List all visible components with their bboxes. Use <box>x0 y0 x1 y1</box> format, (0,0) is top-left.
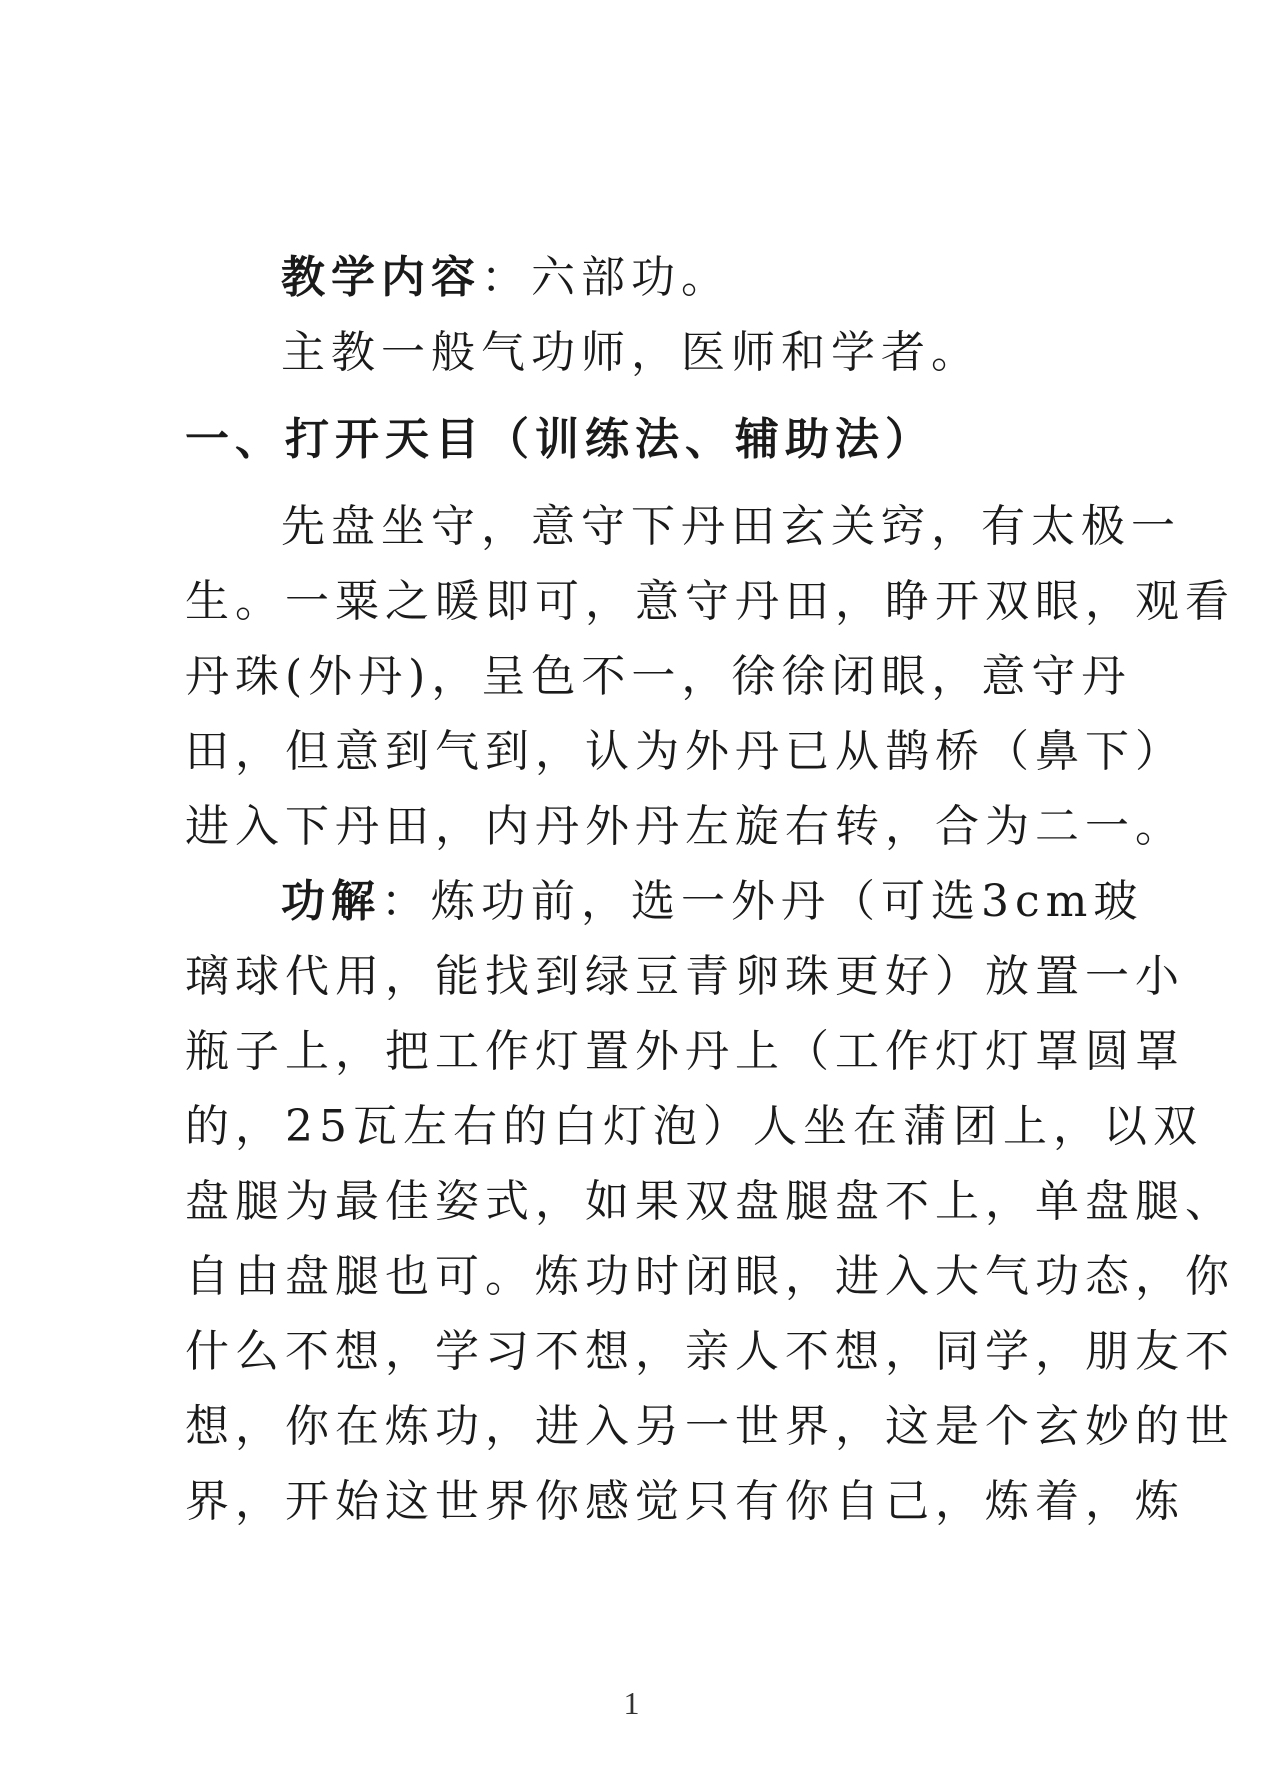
explanation-label: 功解 <box>281 876 381 927</box>
explanation-line: 的，25瓦左右的白灯泡）人坐在蒲团上，以双 <box>185 1101 1203 1152</box>
paragraph-line: 生。一粟之暖即可，意守丹田，睁开双眼，观看 <box>185 576 1235 627</box>
section-heading: 一、打开天目（训练法、辅助法） <box>185 414 935 465</box>
page-number: 1 <box>623 1685 640 1721</box>
explanation-line: 界，开始这世界你感觉只有你自己，炼着，炼 <box>185 1476 1185 1527</box>
explanation-line: 盘腿为最佳姿式，如果双盘腿盘不上，单盘腿、 <box>185 1176 1235 1227</box>
explanation-text: 炼功前，选一外丹（可选3cm玻 <box>431 876 1144 927</box>
audience-line: 主教一般气功师，医师和学者。 <box>281 327 981 378</box>
explanation-line: 瓶子上，把工作灯置外丹上（工作灯灯罩圆罩 <box>185 1026 1185 1077</box>
paragraph-line: 田，但意到气到，认为外丹已从鹊桥（鼻下） <box>185 726 1185 777</box>
explanation-line: 什么不想，学习不想，亲人不想，同学，朋友不 <box>185 1326 1235 1377</box>
teaching-content-label: 教学内容 <box>281 252 481 303</box>
teaching-content-value: 六部功。 <box>531 252 731 303</box>
explanation-line: 自由盘腿也可。炼功时闭眼，进入大气功态，你 <box>185 1251 1235 1302</box>
teaching-content-separator: ： <box>481 252 531 303</box>
paragraph-line: 进入下丹田，内丹外丹左旋右转，合为二一。 <box>185 801 1185 852</box>
explanation-line: 想，你在炼功，进入另一世界，这是个玄妙的世 <box>185 1401 1235 1452</box>
explanation-line: 璃球代用，能找到绿豆青卵珠更好）放置一小 <box>185 951 1185 1002</box>
paragraph-line: 丹珠(外丹)，呈色不一，徐徐闭眼，意守丹 <box>185 651 1132 702</box>
paragraph-line: 先盘坐守，意守下丹田玄关窍，有太极一 <box>281 501 1181 552</box>
explanation-first-line <box>185 864 1144 939</box>
explanation-separator: ： <box>381 876 431 927</box>
document-body <box>185 240 1235 1539</box>
teaching-content-line <box>185 240 1103 315</box>
